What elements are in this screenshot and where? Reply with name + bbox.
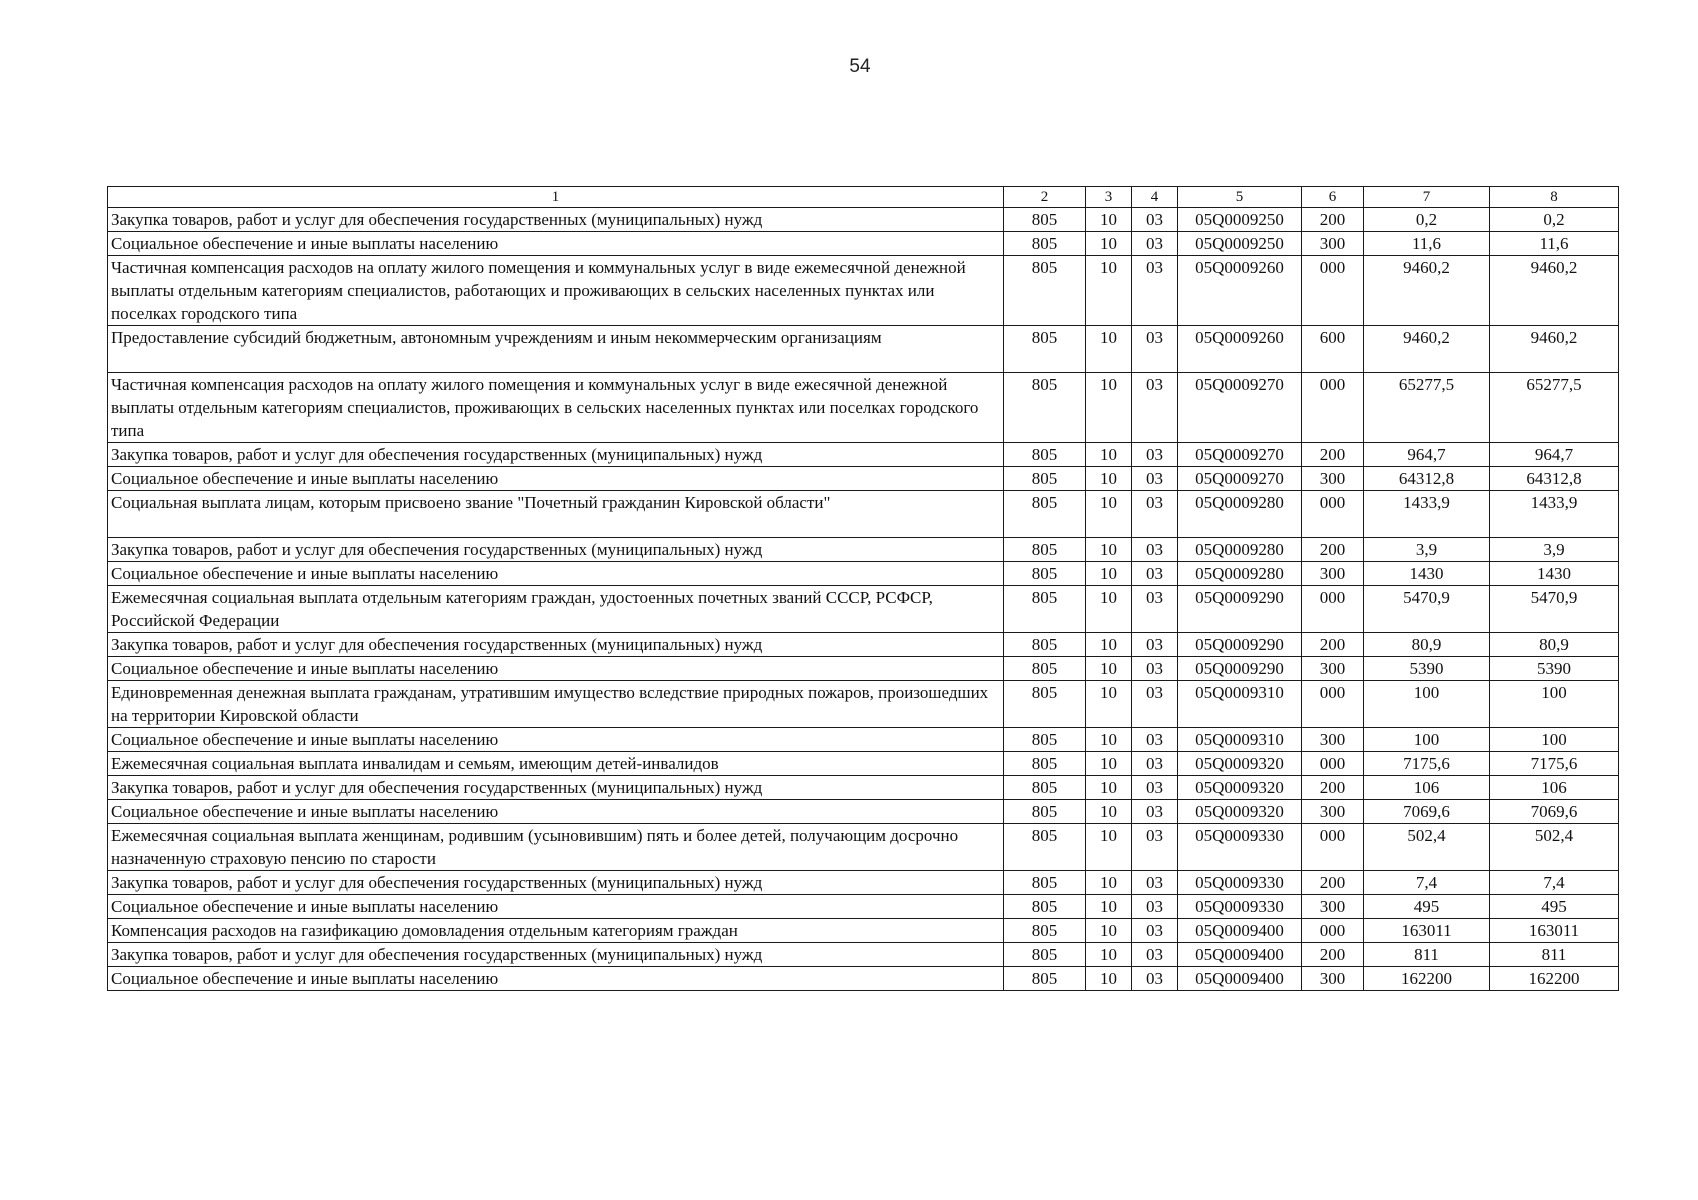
cell-amount-plan: 9460,2 xyxy=(1364,326,1490,373)
cell-amount-final: 5390 xyxy=(1490,657,1619,681)
cell-ministry-code: 805 xyxy=(1004,562,1086,586)
row-description: Закупка товаров, работ и услуг для обеспечения государственных (муниципальных) нужд xyxy=(108,443,1004,467)
cell-ministry-code: 805 xyxy=(1004,232,1086,256)
cell-amount-plan: 162200 xyxy=(1364,967,1490,991)
cell-expense-type: 200 xyxy=(1302,208,1364,232)
cell-amount-plan: 811 xyxy=(1364,943,1490,967)
cell-section: 10 xyxy=(1086,208,1132,232)
cell-section: 10 xyxy=(1086,800,1132,824)
cell-ministry-code: 805 xyxy=(1004,752,1086,776)
cell-target-article: 05Q0009270 xyxy=(1178,467,1302,491)
cell-subsection: 03 xyxy=(1132,256,1178,326)
cell-amount-final: 1430 xyxy=(1490,562,1619,586)
cell-section: 10 xyxy=(1086,824,1132,871)
cell-expense-type: 200 xyxy=(1302,943,1364,967)
row-description: Социальное обеспечение и иные выплаты населению xyxy=(108,562,1004,586)
table-row xyxy=(108,871,1619,895)
cell-ministry-code: 805 xyxy=(1004,443,1086,467)
row-description: Закупка товаров, работ и услуг для обеспечения государственных (муниципальных) нужд xyxy=(108,943,1004,967)
cell-subsection: 03 xyxy=(1132,895,1178,919)
cell-target-article: 05Q0009290 xyxy=(1178,586,1302,633)
cell-amount-plan: 495 xyxy=(1364,895,1490,919)
cell-amount-final: 7069,6 xyxy=(1490,800,1619,824)
row-description: Компенсация расходов на газификацию домовладения отдельным категориям граждан xyxy=(108,919,1004,943)
cell-section: 10 xyxy=(1086,728,1132,752)
cell-target-article: 05Q0009260 xyxy=(1178,326,1302,373)
cell-expense-type: 300 xyxy=(1302,562,1364,586)
cell-amount-final: 106 xyxy=(1490,776,1619,800)
cell-subsection: 03 xyxy=(1132,491,1178,538)
cell-expense-type: 000 xyxy=(1302,586,1364,633)
cell-section: 10 xyxy=(1086,538,1132,562)
cell-amount-final: 5470,9 xyxy=(1490,586,1619,633)
cell-amount-final: 100 xyxy=(1490,681,1619,728)
row-description: Социальная выплата лицам, которым присвоено звание "Почетный гражданин Кировской области" xyxy=(108,491,1004,538)
cell-amount-plan: 1430 xyxy=(1364,562,1490,586)
row-description: Социальное обеспечение и иные выплаты населению xyxy=(108,728,1004,752)
cell-section: 10 xyxy=(1086,467,1132,491)
cell-target-article: 05Q0009320 xyxy=(1178,800,1302,824)
row-description: Социальное обеспечение и иные выплаты населению xyxy=(108,800,1004,824)
cell-amount-final: 9460,2 xyxy=(1490,326,1619,373)
column-header: 3 xyxy=(1086,187,1132,208)
table-body xyxy=(108,208,1619,991)
cell-ministry-code: 805 xyxy=(1004,895,1086,919)
table-row xyxy=(108,232,1619,256)
cell-amount-final: 0,2 xyxy=(1490,208,1619,232)
cell-amount-plan: 106 xyxy=(1364,776,1490,800)
cell-target-article: 05Q0009330 xyxy=(1178,871,1302,895)
column-header: 4 xyxy=(1132,187,1178,208)
cell-amount-plan: 5470,9 xyxy=(1364,586,1490,633)
cell-amount-plan: 1433,9 xyxy=(1364,491,1490,538)
cell-section: 10 xyxy=(1086,967,1132,991)
cell-subsection: 03 xyxy=(1132,776,1178,800)
cell-subsection: 03 xyxy=(1132,373,1178,443)
cell-amount-final: 163011 xyxy=(1490,919,1619,943)
cell-ministry-code: 805 xyxy=(1004,256,1086,326)
table-row xyxy=(108,776,1619,800)
column-header: 6 xyxy=(1302,187,1364,208)
cell-amount-plan: 163011 xyxy=(1364,919,1490,943)
cell-expense-type: 000 xyxy=(1302,256,1364,326)
cell-subsection: 03 xyxy=(1132,967,1178,991)
row-description: Закупка товаров, работ и услуг для обеспечения государственных (муниципальных) нужд xyxy=(108,633,1004,657)
cell-ministry-code: 805 xyxy=(1004,967,1086,991)
cell-section: 10 xyxy=(1086,232,1132,256)
cell-target-article: 05Q0009290 xyxy=(1178,657,1302,681)
table-row xyxy=(108,681,1619,728)
table-row xyxy=(108,491,1619,538)
cell-amount-final: 7,4 xyxy=(1490,871,1619,895)
cell-section: 10 xyxy=(1086,657,1132,681)
cell-amount-final: 11,6 xyxy=(1490,232,1619,256)
cell-section: 10 xyxy=(1086,895,1132,919)
row-description: Предоставление субсидий бюджетным, автономным учреждениям и иным некоммерческим организациям xyxy=(108,326,1004,373)
table-row xyxy=(108,633,1619,657)
cell-target-article: 05Q0009310 xyxy=(1178,681,1302,728)
cell-amount-final: 64312,8 xyxy=(1490,467,1619,491)
cell-ministry-code: 805 xyxy=(1004,919,1086,943)
cell-expense-type: 300 xyxy=(1302,895,1364,919)
cell-ministry-code: 805 xyxy=(1004,871,1086,895)
cell-expense-type: 300 xyxy=(1302,967,1364,991)
cell-section: 10 xyxy=(1086,943,1132,967)
cell-expense-type: 300 xyxy=(1302,800,1364,824)
cell-amount-final: 502,4 xyxy=(1490,824,1619,871)
table-row xyxy=(108,895,1619,919)
cell-target-article: 05Q0009250 xyxy=(1178,232,1302,256)
cell-expense-type: 000 xyxy=(1302,373,1364,443)
cell-target-article: 05Q0009250 xyxy=(1178,208,1302,232)
row-description: Единовременная денежная выплата гражданам, утратившим имущество вследствие природных пожаров, произошедших на территории Кировской области xyxy=(108,681,1004,728)
cell-subsection: 03 xyxy=(1132,919,1178,943)
table-row xyxy=(108,256,1619,326)
cell-expense-type: 600 xyxy=(1302,326,1364,373)
cell-target-article: 05Q0009400 xyxy=(1178,943,1302,967)
cell-subsection: 03 xyxy=(1132,752,1178,776)
cell-section: 10 xyxy=(1086,586,1132,633)
cell-ministry-code: 805 xyxy=(1004,681,1086,728)
table-row xyxy=(108,467,1619,491)
cell-target-article: 05Q0009280 xyxy=(1178,538,1302,562)
table-row xyxy=(108,943,1619,967)
table-row xyxy=(108,562,1619,586)
cell-subsection: 03 xyxy=(1132,633,1178,657)
cell-amount-final: 7175,6 xyxy=(1490,752,1619,776)
row-description: Закупка товаров, работ и услуг для обеспечения государственных (муниципальных) нужд xyxy=(108,776,1004,800)
cell-ministry-code: 805 xyxy=(1004,657,1086,681)
cell-expense-type: 000 xyxy=(1302,491,1364,538)
row-description: Закупка товаров, работ и услуг для обеспечения государственных (муниципальных) нужд xyxy=(108,538,1004,562)
cell-section: 10 xyxy=(1086,491,1132,538)
cell-expense-type: 200 xyxy=(1302,776,1364,800)
cell-amount-plan: 3,9 xyxy=(1364,538,1490,562)
cell-subsection: 03 xyxy=(1132,728,1178,752)
cell-target-article: 05Q0009400 xyxy=(1178,967,1302,991)
table-row xyxy=(108,728,1619,752)
cell-target-article: 05Q0009280 xyxy=(1178,491,1302,538)
row-description: Социальное обеспечение и иные выплаты населению xyxy=(108,657,1004,681)
cell-ministry-code: 805 xyxy=(1004,800,1086,824)
cell-expense-type: 000 xyxy=(1302,919,1364,943)
cell-expense-type: 200 xyxy=(1302,633,1364,657)
cell-section: 10 xyxy=(1086,776,1132,800)
cell-expense-type: 200 xyxy=(1302,443,1364,467)
cell-subsection: 03 xyxy=(1132,443,1178,467)
cell-amount-plan: 0,2 xyxy=(1364,208,1490,232)
cell-target-article: 05Q0009270 xyxy=(1178,443,1302,467)
cell-target-article: 05Q0009260 xyxy=(1178,256,1302,326)
row-description: Частичная компенсация расходов на оплату жилого помещения и коммунальных услуг в виде ежемесячной денежной выплаты отдельным категориям специалистов, работающих и проживающих в сельских населенных пунктах или поселках городского типа xyxy=(108,256,1004,326)
cell-ministry-code: 805 xyxy=(1004,633,1086,657)
cell-ministry-code: 805 xyxy=(1004,943,1086,967)
row-description: Социальное обеспечение и иные выплаты населению xyxy=(108,467,1004,491)
cell-subsection: 03 xyxy=(1132,871,1178,895)
cell-section: 10 xyxy=(1086,326,1132,373)
table-row xyxy=(108,443,1619,467)
cell-amount-final: 100 xyxy=(1490,728,1619,752)
cell-ministry-code: 805 xyxy=(1004,467,1086,491)
cell-target-article: 05Q0009320 xyxy=(1178,752,1302,776)
cell-target-article: 05Q0009320 xyxy=(1178,776,1302,800)
cell-expense-type: 200 xyxy=(1302,538,1364,562)
cell-amount-plan: 100 xyxy=(1364,728,1490,752)
table-row xyxy=(108,657,1619,681)
column-header: 2 xyxy=(1004,187,1086,208)
cell-section: 10 xyxy=(1086,919,1132,943)
cell-section: 10 xyxy=(1086,633,1132,657)
cell-target-article: 05Q0009310 xyxy=(1178,728,1302,752)
cell-subsection: 03 xyxy=(1132,586,1178,633)
cell-amount-final: 65277,5 xyxy=(1490,373,1619,443)
cell-section: 10 xyxy=(1086,871,1132,895)
row-description: Закупка товаров, работ и услуг для обеспечения государственных (муниципальных) нужд xyxy=(108,208,1004,232)
cell-target-article: 05Q0009270 xyxy=(1178,373,1302,443)
cell-ministry-code: 805 xyxy=(1004,208,1086,232)
cell-ministry-code: 805 xyxy=(1004,824,1086,871)
cell-subsection: 03 xyxy=(1132,232,1178,256)
cell-section: 10 xyxy=(1086,681,1132,728)
cell-target-article: 05Q0009290 xyxy=(1178,633,1302,657)
cell-target-article: 05Q0009330 xyxy=(1178,895,1302,919)
cell-subsection: 03 xyxy=(1132,467,1178,491)
cell-ministry-code: 805 xyxy=(1004,373,1086,443)
cell-expense-type: 000 xyxy=(1302,824,1364,871)
cell-target-article: 05Q0009400 xyxy=(1178,919,1302,943)
cell-amount-plan: 7,4 xyxy=(1364,871,1490,895)
table-row xyxy=(108,967,1619,991)
cell-amount-plan: 80,9 xyxy=(1364,633,1490,657)
cell-section: 10 xyxy=(1086,373,1132,443)
cell-expense-type: 200 xyxy=(1302,871,1364,895)
cell-expense-type: 000 xyxy=(1302,681,1364,728)
cell-ministry-code: 805 xyxy=(1004,728,1086,752)
cell-subsection: 03 xyxy=(1132,800,1178,824)
row-description: Социальное обеспечение и иные выплаты населению xyxy=(108,232,1004,256)
row-description: Социальное обеспечение и иные выплаты населению xyxy=(108,967,1004,991)
cell-amount-plan: 65277,5 xyxy=(1364,373,1490,443)
cell-amount-final: 80,9 xyxy=(1490,633,1619,657)
cell-amount-plan: 11,6 xyxy=(1364,232,1490,256)
cell-expense-type: 300 xyxy=(1302,467,1364,491)
column-header: 5 xyxy=(1178,187,1302,208)
row-description: Ежемесячная социальная выплата инвалидам и семьям, имеющим детей-инвалидов xyxy=(108,752,1004,776)
table-row xyxy=(108,824,1619,871)
row-description: Ежемесячная социальная выплата отдельным категориям граждан, удостоенных почетных званий СССР, РСФСР, Российской Федерации xyxy=(108,586,1004,633)
cell-amount-final: 811 xyxy=(1490,943,1619,967)
column-header: 8 xyxy=(1490,187,1619,208)
row-description: Закупка товаров, работ и услуг для обеспечения государственных (муниципальных) нужд xyxy=(108,871,1004,895)
page-number: 54 xyxy=(849,56,871,77)
cell-subsection: 03 xyxy=(1132,943,1178,967)
cell-subsection: 03 xyxy=(1132,562,1178,586)
cell-ministry-code: 805 xyxy=(1004,491,1086,538)
budget-table xyxy=(107,186,1619,991)
cell-target-article: 05Q0009280 xyxy=(1178,562,1302,586)
table-row xyxy=(108,208,1619,232)
cell-amount-plan: 502,4 xyxy=(1364,824,1490,871)
cell-amount-final: 3,9 xyxy=(1490,538,1619,562)
cell-section: 10 xyxy=(1086,443,1132,467)
cell-ministry-code: 805 xyxy=(1004,538,1086,562)
cell-amount-final: 162200 xyxy=(1490,967,1619,991)
cell-target-article: 05Q0009330 xyxy=(1178,824,1302,871)
cell-section: 10 xyxy=(1086,256,1132,326)
cell-amount-final: 9460,2 xyxy=(1490,256,1619,326)
cell-amount-plan: 964,7 xyxy=(1364,443,1490,467)
cell-amount-plan: 9460,2 xyxy=(1364,256,1490,326)
cell-section: 10 xyxy=(1086,562,1132,586)
table-row xyxy=(108,800,1619,824)
cell-amount-final: 964,7 xyxy=(1490,443,1619,467)
column-header: 1 xyxy=(108,187,1004,208)
cell-amount-final: 495 xyxy=(1490,895,1619,919)
cell-subsection: 03 xyxy=(1132,326,1178,373)
row-description: Частичная компенсация расходов на оплату жилого помещения и коммунальных услуг в виде ежесячной денежной выплаты отдельным категориям специалистов, проживающих в сельских населенных пунктах или поселках городского типа xyxy=(108,373,1004,443)
table-row xyxy=(108,538,1619,562)
table-row xyxy=(108,373,1619,443)
header-row xyxy=(108,187,1619,208)
cell-expense-type: 000 xyxy=(1302,752,1364,776)
cell-subsection: 03 xyxy=(1132,681,1178,728)
cell-amount-plan: 5390 xyxy=(1364,657,1490,681)
table-row xyxy=(108,586,1619,633)
cell-ministry-code: 805 xyxy=(1004,776,1086,800)
table-row xyxy=(108,752,1619,776)
table-row xyxy=(108,919,1619,943)
cell-expense-type: 300 xyxy=(1302,728,1364,752)
cell-amount-plan: 100 xyxy=(1364,681,1490,728)
cell-ministry-code: 805 xyxy=(1004,586,1086,633)
cell-amount-final: 1433,9 xyxy=(1490,491,1619,538)
cell-subsection: 03 xyxy=(1132,538,1178,562)
row-description: Ежемесячная социальная выплата женщинам, родившим (усыновившим) пять и более детей, получающим досрочно назначенную страховую пенсию по старости xyxy=(108,824,1004,871)
cell-amount-plan: 7069,6 xyxy=(1364,800,1490,824)
cell-ministry-code: 805 xyxy=(1004,326,1086,373)
cell-expense-type: 300 xyxy=(1302,232,1364,256)
cell-expense-type: 300 xyxy=(1302,657,1364,681)
cell-subsection: 03 xyxy=(1132,657,1178,681)
column-header: 7 xyxy=(1364,187,1490,208)
cell-section: 10 xyxy=(1086,752,1132,776)
cell-amount-plan: 7175,6 xyxy=(1364,752,1490,776)
table-row xyxy=(108,326,1619,373)
cell-amount-plan: 64312,8 xyxy=(1364,467,1490,491)
cell-subsection: 03 xyxy=(1132,208,1178,232)
cell-subsection: 03 xyxy=(1132,824,1178,871)
row-description: Социальное обеспечение и иные выплаты населению xyxy=(108,895,1004,919)
